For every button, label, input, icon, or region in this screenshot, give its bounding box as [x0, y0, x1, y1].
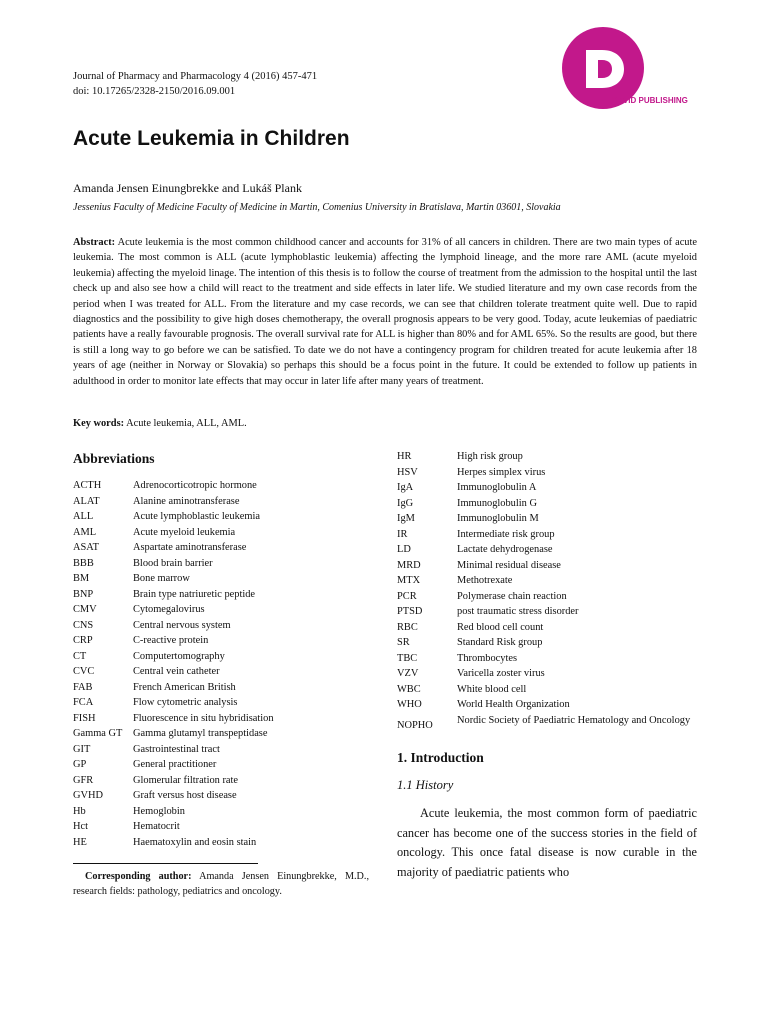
abbreviation-code: MTX — [397, 575, 421, 586]
abbreviation-description: Intermediate risk group — [457, 528, 555, 540]
abbreviation-description: Hematocrit — [133, 821, 180, 832]
abbreviation-item — [73, 788, 373, 804]
corresponding-author-footnote — [73, 869, 369, 899]
abbreviation-item — [73, 742, 373, 758]
abbreviation-code: HSV — [397, 466, 418, 478]
abbreviation-description: Haematoxylin and eosin stain — [133, 836, 257, 848]
abbreviation-description: Polymerase chain reaction — [457, 590, 567, 602]
abbreviation-item — [397, 682, 697, 698]
abbreviations-heading: Abbreviations — [73, 451, 155, 466]
abbreviation-description: Lactate dehydrogenase — [457, 544, 553, 555]
journal-citation — [73, 69, 317, 99]
abbreviation-item — [73, 540, 373, 556]
abbreviation-description: Acute lymphoblastic leukemia — [133, 511, 260, 522]
abbreviation-code: LD — [397, 544, 411, 555]
abbreviation-description: Thrombocytes — [457, 652, 518, 664]
abbreviation-code: HE — [73, 836, 87, 848]
logo-text: DAVID PUBLISHING — [612, 96, 688, 105]
abbreviation-item — [73, 649, 373, 665]
abbreviation-description: Immunoglobulin G — [457, 497, 537, 509]
introduction-heading: 1. Introduction — [397, 750, 484, 765]
abbreviation-item — [73, 602, 373, 618]
abbreviation-description: Computertomography — [133, 650, 225, 662]
abbreviation-description: French American British — [133, 681, 236, 693]
abbreviation-description: White blood cell — [457, 683, 527, 695]
affiliation: Jessenius Faculty of Medicine Faculty of Medicine in Martin, Comenius University in Bratislava, Martin 03601, Slovakia — [73, 202, 561, 213]
abbreviation-item — [73, 757, 373, 773]
abbreviation-code: IgG — [397, 497, 414, 509]
abbreviation-code: IgM — [397, 513, 415, 524]
abbreviation-item — [73, 804, 373, 820]
abbreviation-code: BBB — [73, 557, 94, 569]
abbreviation-code: ALL — [73, 511, 94, 522]
abbreviation-description: Adrenocorticotropic hormone — [133, 480, 257, 491]
abbreviation-description: C-reactive protein — [133, 635, 209, 646]
abbreviation-item — [73, 525, 373, 541]
abbreviation-description: Gamma glutamyl transpeptidase — [133, 728, 268, 739]
abbreviation-description: Bone marrow — [133, 573, 190, 584]
abbreviation-item — [397, 589, 697, 605]
abbreviation-description: Fluorescence in situ hybridisation — [133, 712, 274, 724]
history-subheading: 1.1 History — [397, 778, 454, 792]
abbreviation-description: Blood brain barrier — [133, 557, 213, 569]
abbreviation-description: Aspartate aminotransferase — [133, 542, 247, 553]
abbreviation-code: CMV — [73, 604, 97, 615]
abbreviation-item — [73, 556, 373, 572]
abbreviation-description: Varicella zoster virus — [457, 668, 545, 679]
publisher-logo — [556, 24, 696, 114]
abbreviation-code: Gamma GT — [73, 728, 123, 739]
abbreviation-code: ACTH — [73, 480, 102, 491]
abbreviation-item — [397, 635, 697, 651]
abbreviation-item — [397, 558, 697, 574]
abbreviation-code: FISH — [73, 712, 96, 724]
abbreviation-description: Nordic Society of Paediatric Hematology and Oncology — [457, 714, 691, 726]
abbreviation-item — [397, 697, 697, 713]
abbreviation-code: FAB — [73, 681, 93, 693]
abbreviation-description: Methotrexate — [457, 575, 513, 586]
abbreviation-code: TBC — [397, 652, 418, 664]
abbreviation-code: ALAT — [73, 495, 100, 507]
keywords — [73, 418, 247, 429]
abbreviation-code: SR — [397, 637, 410, 648]
abbreviation-description: Glomerular filtration rate — [133, 774, 239, 786]
abbreviation-description: Herpes simplex virus — [457, 466, 546, 478]
abbreviation-description: Gastrointestinal tract — [133, 743, 220, 755]
abbreviation-item — [73, 835, 373, 851]
abbreviations-list-left — [73, 478, 373, 850]
footnote-divider — [73, 863, 258, 864]
abbreviation-code: WBC — [397, 683, 421, 695]
abbreviation-item — [73, 509, 373, 525]
abbreviation-code: HR — [397, 451, 412, 462]
abstract — [73, 235, 697, 389]
abbreviation-code: CVC — [73, 666, 95, 677]
abbreviation-item — [73, 633, 373, 649]
abbreviation-item — [397, 666, 697, 682]
abbreviation-item — [397, 465, 697, 481]
abbreviation-item — [73, 618, 373, 634]
abbreviation-code: NOPHO — [397, 719, 433, 731]
abbreviation-code: WHO — [397, 699, 422, 710]
abbreviation-item — [73, 571, 373, 587]
abbreviation-item — [397, 713, 697, 736]
abbreviation-item — [397, 620, 697, 636]
abbreviation-description: Hemoglobin — [133, 805, 185, 817]
abbreviation-item — [73, 494, 373, 510]
footnote-text: Amanda Jensen Einungbrekke, M.D., research fields: pathology, pediatrics and oncology. — [73, 871, 370, 897]
david-publishing-logo-icon — [556, 24, 696, 114]
abbreviation-code: CNS — [73, 619, 94, 631]
abbreviation-item — [73, 587, 373, 603]
abbreviation-description: Flow cytometric analysis — [133, 697, 238, 708]
abbreviation-item — [73, 819, 373, 835]
abbreviation-item — [73, 726, 373, 742]
abbreviation-description: Central vein catheter — [133, 666, 220, 677]
abbreviation-description: Cytomegalovirus — [133, 604, 205, 615]
abbreviation-item — [73, 711, 373, 727]
abbreviation-item — [397, 604, 697, 620]
abbreviation-code: BM — [73, 573, 90, 584]
abbreviation-item — [73, 478, 373, 494]
authors: Amanda Jensen Einungbrekke and Lukáš Plank — [73, 181, 302, 195]
abbreviation-code: IR — [397, 528, 408, 540]
abbreviation-description: Minimal residual disease — [457, 559, 561, 571]
abbreviation-description: Immunoglobulin M — [457, 513, 539, 524]
abbreviation-description: High risk group — [457, 451, 523, 462]
abbreviation-description: World Health Organization — [457, 699, 570, 710]
abbreviation-item — [397, 511, 697, 527]
abbreviation-description: Brain type natriuretic peptide — [133, 588, 256, 600]
abbreviation-item — [73, 773, 373, 789]
abbreviation-item — [397, 496, 697, 512]
abbreviation-item — [73, 680, 373, 696]
abbreviation-code: IgA — [397, 482, 414, 493]
abbreviation-code: BNP — [73, 588, 94, 600]
abbreviation-code: AML — [73, 526, 97, 538]
abbreviation-code: MRD — [397, 559, 421, 571]
abbreviation-description: Alanine aminotransferase — [133, 495, 240, 507]
abbreviation-description: Red blood cell count — [457, 621, 544, 633]
keywords-text: Acute leukemia, ALL, AML. — [126, 418, 247, 429]
abbreviation-code: CT — [73, 650, 87, 662]
abbreviation-code: Hb — [73, 805, 86, 817]
abbreviation-item — [397, 480, 697, 496]
abstract-label: Abstract: — [73, 237, 116, 248]
abbreviation-item — [397, 449, 697, 465]
abbreviation-code: GP — [73, 759, 87, 770]
abbreviation-code: CRP — [73, 635, 93, 646]
paper-title: Acute Leukemia in Children — [73, 127, 350, 150]
abbreviation-code: ASAT — [73, 542, 99, 553]
abbreviation-code: PCR — [397, 590, 417, 602]
abbreviation-description: Standard Risk group — [457, 637, 543, 648]
introduction-paragraph: Acute leukemia, the most common form of paediatric cancer has become one of the success stories in the field of oncology. This once fatal disease is now curable in the majority of paediatric patients who — [397, 806, 697, 879]
doi-line: doi: 10.17265/2328-2150/2016.09.001 — [73, 86, 236, 97]
abbreviation-code: GVHD — [73, 790, 104, 801]
abbreviation-description: Central nervous system — [133, 619, 231, 631]
keywords-label: Key words: — [73, 418, 125, 429]
footnote-label: Corresponding author: — [85, 871, 192, 882]
abbreviation-code: Hct — [73, 821, 89, 832]
abbreviation-item — [397, 573, 697, 589]
abbreviation-item — [397, 527, 697, 543]
abbreviation-item — [397, 651, 697, 667]
abbreviation-code: GIT — [73, 743, 91, 755]
abstract-text: Acute leukemia is the most common childhood cancer and accounts for 31% of all cancers in children. There are two main types of acute leukemia. The most common is ALL (acute lymphoblastic leukemia) affecting the lymphoid lineage, and the more rare AML (acute myeloid leukemia) affecting the myeloid linage. The intention of this thesis is to follow the course of treatment from the admission to the hospital until the last check up and also see how a child will react to the treatment and side effects in later life. We studied literature and my own case records from the period when I was treated for ALL. From the literature and my case records, we can see that children tolerate treatment quite well. Due to rapid diagnostics and the possibility to give high doses chemotherapy, the overall prognosis appears to be very good. Today, acute leukemias of paediatric patients have a really favourable prognosis. The overall survival rate for ALL is higher than 80% and for AML 65%. So the results are good, but there is still a long way to go before we can be satisfied. To date we do not have a contingency program for children treated for acute leukemia after 18 years of age (neither in Norway or Slovakia) so perhaps this should be a focus point in the future. It could be extended to follow up patients in adulthood in order to monitor late effects that may occur in later life after many years of treatment. — [73, 237, 697, 387]
abbreviation-description: Immunoglobulin A — [457, 482, 537, 493]
abbreviation-item — [73, 695, 373, 711]
abbreviation-code: GFR — [73, 774, 94, 786]
abbreviation-code: FCA — [73, 697, 94, 708]
abbreviation-code: PTSD — [397, 606, 423, 617]
abbreviation-item — [397, 542, 697, 558]
abbreviation-description: post traumatic stress disorder — [457, 606, 579, 617]
abbreviations-list-right — [397, 449, 697, 736]
abbreviation-description: Graft versus host disease — [133, 790, 237, 801]
abbreviation-description: Acute myeloid leukemia — [133, 526, 236, 538]
abbreviation-code: RBC — [397, 621, 418, 633]
abbreviation-item — [73, 664, 373, 680]
abbreviation-description: General practitioner — [133, 759, 217, 770]
abbreviation-code: VZV — [397, 668, 419, 679]
journal-line: Journal of Pharmacy and Pharmacology 4 (2016) 457-471 — [73, 71, 318, 82]
